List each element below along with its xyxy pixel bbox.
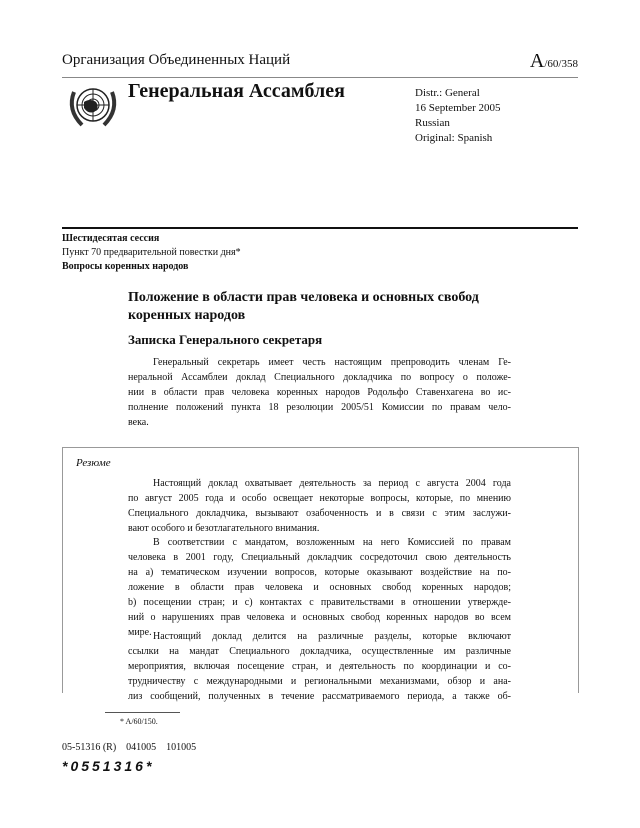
intro-paragraph bbox=[128, 355, 511, 430]
session-name: Шестидесятая сессия bbox=[62, 233, 160, 244]
language: Russian bbox=[415, 117, 450, 129]
document-symbol bbox=[530, 50, 578, 73]
session-info bbox=[62, 232, 241, 274]
document-title bbox=[128, 289, 528, 325]
text-line: лиз сообщений, полученных в течение рассматриваемого периода, а также об- bbox=[128, 691, 511, 702]
original-language: Original: Spanish bbox=[415, 132, 493, 144]
session-rule bbox=[62, 227, 578, 229]
text-line: нии в области прав человека коренных народов Родольфо Ставенхагена во ис- bbox=[128, 387, 511, 398]
text-line: по август 2005 года и особо освещает некоторые вопросы, которые, по мнению bbox=[128, 493, 511, 504]
text-line: Специального докладчика, вызывают озабоченность и в связи с этим заслужи- bbox=[128, 508, 511, 519]
header-rule bbox=[62, 77, 578, 78]
title-line: Положение в области прав человека и основных свобод bbox=[128, 290, 479, 305]
text-line: на a) тематическом изучении вопросов, которые оказывают воздействие на по- bbox=[128, 567, 511, 578]
un-emblem-icon bbox=[64, 80, 122, 132]
title-line: коренных народов bbox=[128, 308, 246, 323]
agenda-topic: Вопросы коренных народов bbox=[62, 261, 189, 272]
organization-name: Организация Объединенных Наций bbox=[62, 52, 291, 68]
text-line: мероприятия, включая посещение стран, и деятельность по координации и со- bbox=[128, 661, 511, 672]
summary-paragraph-3 bbox=[128, 629, 511, 704]
agenda-item: Пункт 70 предварительной повестки дня* bbox=[62, 247, 241, 258]
text-line: Настоящий доклад делится на различные разделы, которые включают bbox=[153, 631, 511, 642]
summary-paragraph-2 bbox=[128, 535, 511, 640]
text-line: века. bbox=[128, 417, 149, 428]
text-line: неральной Ассамблеи доклад Специального докладчика по вопросу о положе- bbox=[128, 372, 511, 383]
text-line: Генеральный секретарь имеет честь настоящим препроводить членам Ге- bbox=[153, 357, 511, 368]
text-line: ний о нарушениях прав человека и основных свобод коренных народов во всем bbox=[128, 612, 511, 623]
text-line: b) посещении стран; и c) контактах с правительствами в отношении утвержде- bbox=[128, 597, 511, 608]
text-line: человека в 2001 году, Специальный докладчик сосредоточил свою деятельность bbox=[128, 552, 511, 563]
distribution: Distr.: General bbox=[415, 87, 480, 99]
text-line: вают особого и безотлагательного внимания. bbox=[128, 523, 320, 534]
symbol-main: A bbox=[529, 50, 545, 72]
text-line: мире. bbox=[128, 627, 152, 638]
symbol-rest: /60/358 bbox=[544, 58, 578, 70]
summary-label: Резюме bbox=[76, 457, 111, 469]
date: 16 September 2005 bbox=[415, 102, 501, 114]
summary-paragraph-1 bbox=[128, 476, 511, 536]
document-subtitle: Записка Генерального секретаря bbox=[128, 332, 323, 347]
text-line: ложение в области прав человека и основных свобод коренных народов; bbox=[128, 582, 511, 593]
text-line: В соответствии с мандатом, возложенным на него Комиссией по правам bbox=[153, 537, 511, 548]
distribution-info bbox=[415, 86, 501, 146]
document-code: 05-51316 (R) 041005 101005 bbox=[62, 742, 197, 753]
barcode-number: *0551316* bbox=[62, 758, 155, 774]
text-line: трудничеству с международными и региональными механизмами, обзор и ана- bbox=[128, 676, 511, 687]
assembly-title: Генеральная Ассамблея bbox=[128, 80, 345, 102]
text-line: полнение положений пункта 18 резолюции 2005/51 Комиссии по правам чело- bbox=[128, 402, 511, 413]
text-line: Настоящий доклад охватывает деятельность за период с августа 2004 года bbox=[153, 478, 511, 489]
footnote-rule bbox=[105, 712, 180, 713]
text-line: ссылки на мандат Специального докладчика, осуществленные им различные bbox=[128, 646, 511, 657]
footnote: * A/60/150. bbox=[120, 717, 158, 726]
